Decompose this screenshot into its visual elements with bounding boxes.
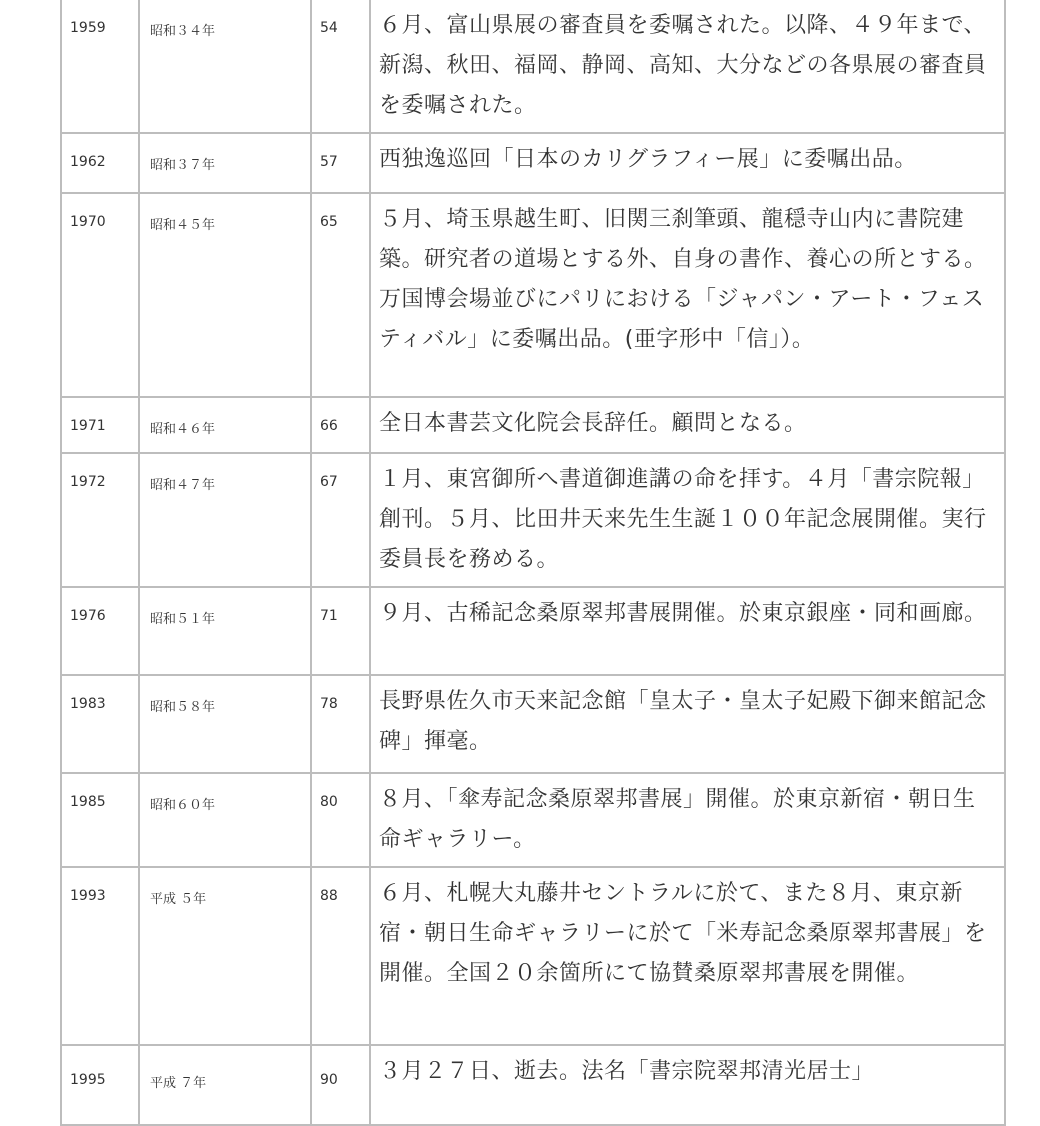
year-cell: 1959 xyxy=(61,0,139,133)
table-row xyxy=(61,133,1005,193)
event-cell: 長野県佐久市天来記念館「皇太子・皇太子妃殿下御来館記念碑」揮毫。 xyxy=(370,675,1005,773)
era-cell: 平成 ５年 xyxy=(139,867,311,1045)
age-cell: 71 xyxy=(311,587,370,675)
age-cell: 67 xyxy=(311,453,370,587)
age-cell: 80 xyxy=(311,773,370,867)
age-cell: 78 xyxy=(311,675,370,773)
age-cell: 65 xyxy=(311,193,370,397)
year-cell: 1970 xyxy=(61,193,139,397)
era-cell: 昭和５８年 xyxy=(139,675,311,773)
age-cell: 90 xyxy=(311,1045,370,1125)
table-row xyxy=(61,587,1005,675)
event-cell: ６月、富山県展の審査員を委嘱された。以降、４９年まで、新潟、秋田、福岡、静岡、高知、大分などの各県展の審査員を委嘱された。 xyxy=(370,0,1005,133)
year-cell: 1976 xyxy=(61,587,139,675)
era-cell: 平成 ７年 xyxy=(139,1045,311,1125)
table-row xyxy=(61,193,1005,397)
year-cell: 1995 xyxy=(61,1045,139,1125)
event-cell: 全日本書芸文化院会長辞任。顧問となる。 xyxy=(370,397,1005,453)
age-cell: 57 xyxy=(311,133,370,193)
year-cell: 1983 xyxy=(61,675,139,773)
era-cell: 昭和４７年 xyxy=(139,453,311,587)
event-cell: 西独逸巡回「日本のカリグラフィー展」に委嘱出品。 xyxy=(370,133,1005,193)
table-row xyxy=(61,1045,1005,1125)
event-cell: ８月、「傘寿記念桑原翠邦書展」開催。於東京新宿・朝日生命ギャラリー。 xyxy=(370,773,1005,867)
age-cell: 66 xyxy=(311,397,370,453)
table-row xyxy=(61,773,1005,867)
age-cell: 54 xyxy=(311,0,370,133)
table-row xyxy=(61,0,1005,133)
event-cell: １月、東宮御所へ書道御進講の命を拝す。４月「書宗院報」創刊。５月、比田井天来先生生誕１００年記念展開催。実行委員長を務める。 xyxy=(370,453,1005,587)
table-row xyxy=(61,867,1005,1045)
year-cell: 1972 xyxy=(61,453,139,587)
era-cell: 昭和３７年 xyxy=(139,133,311,193)
year-cell: 1971 xyxy=(61,397,139,453)
event-cell: ３月２７日、逝去。法名「書宗院翠邦清光居士」 xyxy=(370,1045,1005,1125)
year-cell: 1993 xyxy=(61,867,139,1045)
event-cell: ６月、札幌大丸藤井セントラルに於て、また８月、東京新宿・朝日生命ギャラリーに於て「米寿記念桑原翠邦書展」を開催。全国２０余箇所にて協賛桑原翠邦書展を開催。 xyxy=(370,867,1005,1045)
era-cell: 昭和６０年 xyxy=(139,773,311,867)
era-cell: 昭和４５年 xyxy=(139,193,311,397)
event-cell: ５月、埼玉県越生町、旧関三刹筆頭、龍穏寺山内に書院建築。研究者の道場とする外、自身の書作、養心の所とする。万国博会場並びにパリにおける「ジャパン・アート・フェスティバル」に委嘱出品。(亜字形中「信」）。 xyxy=(370,193,1005,397)
year-cell: 1985 xyxy=(61,773,139,867)
era-cell: 昭和３４年 xyxy=(139,0,311,133)
year-cell: 1962 xyxy=(61,133,139,193)
chronology-table xyxy=(60,0,1006,1126)
table-row xyxy=(61,397,1005,453)
table-row xyxy=(61,675,1005,773)
era-cell: 昭和４６年 xyxy=(139,397,311,453)
table-row xyxy=(61,453,1005,587)
age-cell: 88 xyxy=(311,867,370,1045)
era-cell: 昭和５１年 xyxy=(139,587,311,675)
event-cell: ９月、古稀記念桑原翠邦書展開催。於東京銀座・同和画廊。 xyxy=(370,587,1005,675)
